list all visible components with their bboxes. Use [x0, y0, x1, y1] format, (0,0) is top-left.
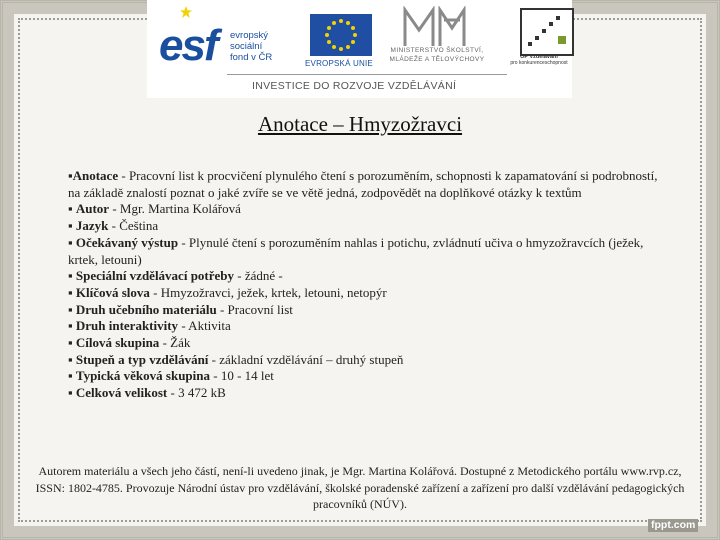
item-value: - Čeština	[108, 218, 159, 234]
item-value: - základní vzdělávání – druhý stupeň	[208, 351, 404, 367]
list-item: ▪ Typická věková skupina - 10 - 14 let	[68, 368, 274, 384]
item-value: - Žák	[159, 335, 191, 351]
esf-text	[230, 30, 300, 63]
eu-label: EVROPSKÁ UNIE	[305, 59, 373, 68]
esf-text-line: fond v ČR	[230, 52, 273, 63]
msmt-logo-icon	[402, 6, 472, 48]
list-item: ▪ Klíčová slova - Hmyzožravci, ježek, krtek, letouni, netopýr	[68, 284, 387, 300]
op-subtitle: pro konkurenceschopnost	[510, 60, 568, 66]
item-value: - Pracovní list k procvičení plynulého čtení s porozuměním, schopnosti k zapamatování si podrobností, na základě znalostí poznat o jaké zvíře se ve větě jedná, zodpovědět na doplňkové otázky k textům	[68, 168, 658, 200]
esf-text-line: sociální	[230, 41, 263, 52]
list-item: ▪Anotace - Pracovní list k procvičení plynulého čtení s porozuměním, schopnosti k zapamatování si podrobností, na základě znalostí poznat o jaké zvíře se ve větě jedná, zodpovědět na doplňkové otázky k textům	[68, 168, 658, 200]
item-value: - Plynulé čtení s porozuměním nahlas i potichu, zvládnutí učiva o hmyzožravcích (ježek, krtek, letouni)	[68, 234, 644, 267]
logo-strip	[147, 0, 572, 98]
item-label: Speciální vzdělávací potřeby	[75, 268, 235, 284]
esf-star-icon	[180, 6, 192, 18]
list-item: ▪ Cílová skupina - Žák	[68, 335, 191, 351]
item-value: - Pracovní list	[216, 301, 293, 317]
list-item: ▪ Očekávaný výstup - Plynulé čtení s porozuměním nahlas i potichu, zvládnutí učiva o hmyzožravcích (ježek, krtek, letouni)	[68, 234, 644, 267]
op-logo-icon	[520, 8, 574, 56]
item-label: Celková velikost	[75, 385, 168, 401]
item-value: - 3 472 kB	[167, 385, 226, 401]
item-label: Očekávaný výstup	[75, 234, 179, 250]
msmt-text	[371, 46, 503, 64]
item-label: Klíčová slova	[75, 284, 150, 300]
esf-text-line: evropský	[230, 30, 269, 41]
page-title: Anotace – Hmyzožravci	[257, 112, 463, 136]
item-label: Typická věková skupina	[75, 368, 210, 384]
eu-stars-icon	[310, 14, 372, 56]
op-label	[509, 54, 569, 66]
eu-flag-icon	[310, 14, 372, 56]
item-value: - Hmyzožravci, ježek, krtek, letouni, netopýr	[149, 284, 387, 300]
list-item: ▪ Jazyk - Čeština	[68, 218, 159, 234]
msmt-text-line: MINISTERSTVO ŠKOLSTVÍ,	[390, 47, 484, 54]
author-footer: Autorem materiálu a všech jeho částí, není-li uvedeno jinak, je Mgr. Martina Kolářová. Dostupné z Metodického portálu www.rvp.cz, ISSN: 1802-4785. Provozuje Národní ústav pro vzdělávání, školské poradenské zařízení a zařízení pro další vzdělávání pedagogických pracovníků (NÚV).	[35, 464, 685, 511]
list-item: ▪ Druh učebního materiálu - Pracovní list	[68, 301, 293, 317]
list-item: ▪ Druh interaktivity - Aktivita	[68, 318, 231, 334]
item-label: Autor	[75, 201, 110, 217]
item-label: Anotace	[72, 168, 119, 183]
list-item: ▪ Autor - Mgr. Martina Kolářová	[68, 201, 241, 217]
watermark: fppt.com	[648, 519, 698, 532]
item-value: - Aktivita	[178, 318, 231, 334]
item-label: Druh učebního materiálu	[75, 301, 217, 317]
item-value: - Mgr. Martina Kolářová	[109, 201, 241, 217]
divider	[227, 74, 507, 75]
msmt-text-line: MLÁDEŽE A TĚLOVÝCHOVY	[389, 56, 485, 63]
item-value: - žádné -	[234, 268, 283, 284]
list-item: ▪ Stupeň a typ vzdělávání - základní vzdělávání – druhý stupeň	[68, 351, 404, 367]
investment-slogan: INVESTICE DO ROZVOJE VZDĚLÁVÁNÍ	[252, 80, 457, 92]
op-title: OP Vzdělávání	[520, 54, 558, 60]
list-item: ▪ Speciální vzdělávací potřeby - žádné -	[68, 268, 283, 284]
annotation-list	[68, 168, 668, 402]
esf-logo: esf	[159, 21, 217, 70]
item-label: Druh interaktivity	[75, 318, 179, 334]
op-dots-icon	[522, 10, 572, 54]
list-item: ▪ Celková velikost - 3 472 kB	[68, 385, 226, 401]
item-label: Jazyk	[75, 218, 109, 234]
item-label: Stupeň a typ vzdělávání	[75, 351, 209, 367]
item-value: - 10 - 14 let	[210, 368, 274, 384]
item-label: Cílová skupina	[75, 335, 160, 351]
